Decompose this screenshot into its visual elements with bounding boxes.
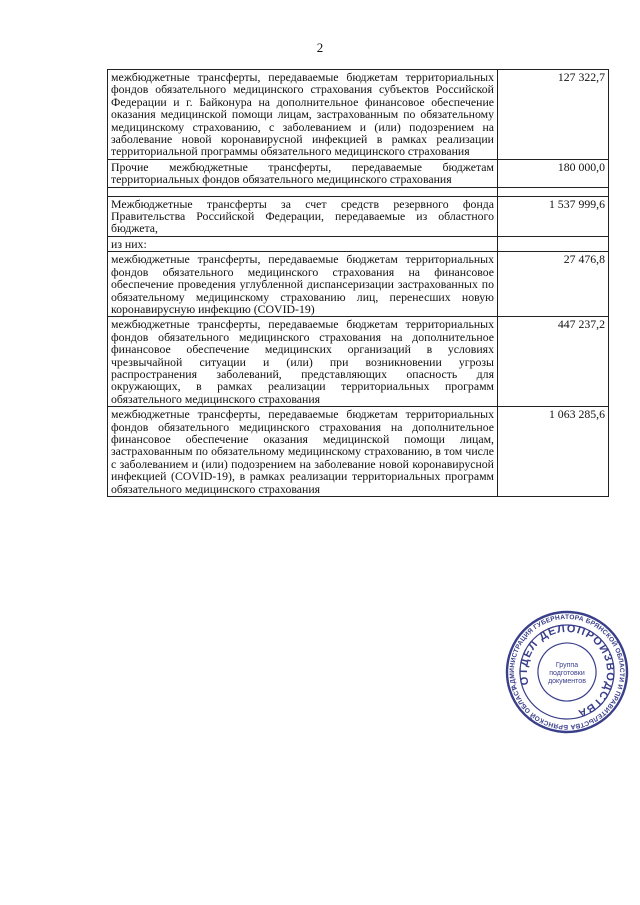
stamp-center-line-1: Группа xyxy=(555,662,579,669)
budget-table xyxy=(107,69,609,497)
table-row xyxy=(108,70,609,160)
row-description: межбюджетные трансферты, передаваемые бюджетам территориальных фондов обязательного медицинского страхования на дополнительное финансовое обеспечение оказания медицинской помощи лицам, застрахованным по обязательному медицинскому страхованию, в том числе с заболеванием и (или) подозрением на заболевание новой коронавирусной инфекцией (COVID-19), в рамках реализации территориальных программ обязательного медицинского страхования xyxy=(108,407,498,497)
row-description: межбюджетные трансферты, передаваемые бюджетам территориальных фондов обязательного медицинского страхования субъектов Российской Федерации и г. Байконура на дополнительное финансовое обеспечение оказания медицинской помощи лицам, застрахованным по обязательному медицинскому страхованию, с заболеванием и (или) подозрением на заболевание новой коронавирусной инфекцией в рамках реализации территориальной программы обязательного медицинского страхования xyxy=(108,70,498,160)
table-row xyxy=(108,196,609,236)
row-description: межбюджетные трансферты, передаваемые бюджетам территориальных фондов обязательного медицинского страхования на дополнительное финансовое обеспечение медицинских организаций в условиях чрезвычайной ситуации и (или) при возникновении угрозы распространения заболеваний, представляющих опасность для окружающих, в рамках реализации территориальных программ обязательного медицинского страхования xyxy=(108,317,498,407)
stamp-center-line-3: документов xyxy=(548,678,586,685)
row-description: Прочие межбюджетные трансферты, передаваемые бюджетам территориальных фондов обязательного медицинского страхования xyxy=(108,159,498,187)
table-row xyxy=(108,159,609,187)
row-amount: 127 322,7 xyxy=(498,70,609,160)
row-amount: 447 237,2 xyxy=(498,317,609,407)
stamp-center-line-2: подготовки xyxy=(549,670,585,677)
table-row xyxy=(108,252,609,317)
row-amount: 1 063 285,6 xyxy=(498,407,609,497)
row-amount xyxy=(498,236,609,251)
row-description: Межбюджетные трансферты за счет средств резервного фонда Правительства Российской Федерации, передаваемые из областного бюджета, xyxy=(108,196,498,236)
table-row xyxy=(108,407,609,497)
row-amount: 180 000,0 xyxy=(498,159,609,187)
row-amount: 27 476,8 xyxy=(498,252,609,317)
row-amount: 1 537 999,6 xyxy=(498,196,609,236)
stamp-inner-text: ОТДЕЛ ДЕЛОПРОИЗВОДСТВА xyxy=(517,622,617,720)
table-row xyxy=(108,236,609,251)
page-number: 2 xyxy=(316,40,324,55)
department-stamp xyxy=(505,610,629,734)
row-spacer xyxy=(108,187,609,196)
stamp-outer-text: АДМИНИСТРАЦИЯ ГУБЕРНАТОРА БРЯНСКОЙ ОБЛАСТИ И ПРАВИТЕЛЬСТВА БРЯНСКОЙ ОБЛАСТИ xyxy=(508,613,626,731)
row-description: межбюджетные трансферты, передаваемые бюджетам территориальных фондов обязательного медицинского страхования на финансовое обеспечение проведения углубленной диспансеризации застрахованных по обязательному медицинскому страхованию лиц, перенесших новую коронавирусную инфекцию (COVID-19) xyxy=(108,252,498,317)
table-row xyxy=(108,317,609,407)
row-description: из них: xyxy=(108,236,498,251)
